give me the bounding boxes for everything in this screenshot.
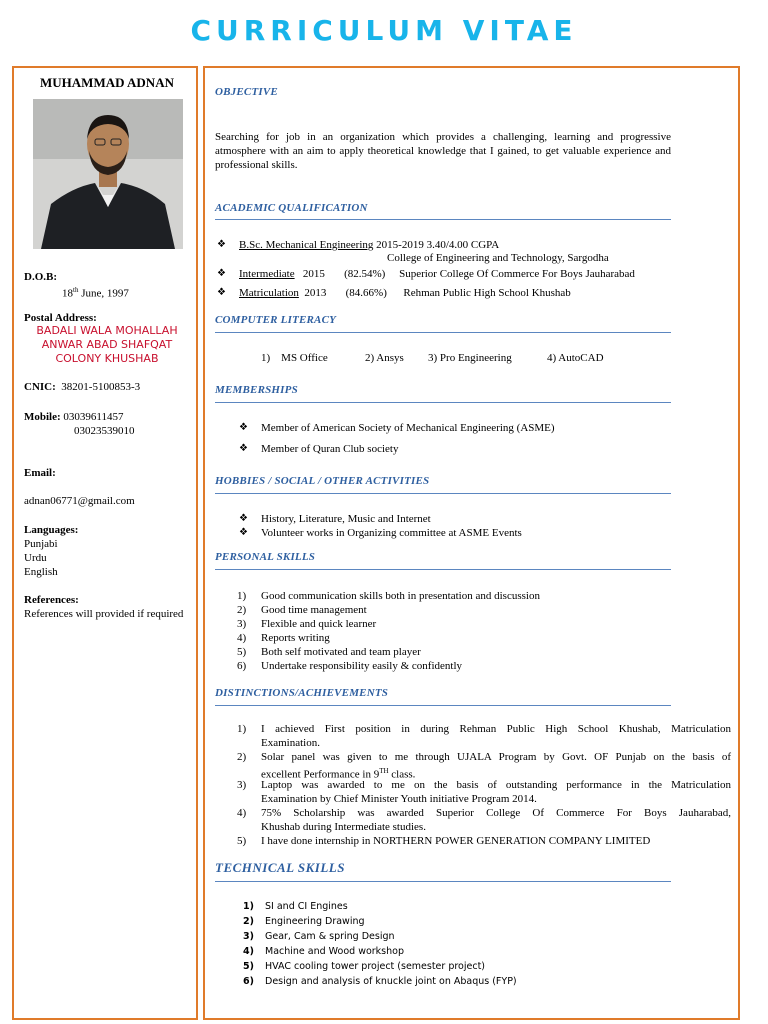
personal-skill-item: Good time management <box>261 604 367 616</box>
distinction-item-cont: excellent Performance in 9TH class. <box>261 767 416 781</box>
personal-info-panel <box>12 66 198 1020</box>
distinction-item-cont: Examination by Chief Minister Youth initiative Program 2014. <box>261 793 537 805</box>
academic-item: Intermediate 2015 (82.54%) Superior College Of Commerce For Boys Jauharabad <box>239 268 635 280</box>
list-number: 4) <box>237 632 247 644</box>
list-number: 1) <box>243 901 254 912</box>
section-rule <box>215 332 671 333</box>
distinction-item-cont: Examination. <box>261 737 320 749</box>
personal-skill-item: Both self motivated and team player <box>261 646 421 658</box>
section-rule <box>215 705 671 706</box>
section-rule <box>215 219 671 220</box>
postal-label: Postal Address: <box>24 312 97 324</box>
diamond-bullet-icon: ❖ <box>239 422 248 433</box>
computer-item: 3) Pro Engineering <box>428 352 512 364</box>
list-number: 6) <box>243 976 254 987</box>
hobbies-heading: HOBBIES / SOCIAL / OTHER ACTIVITIES <box>215 475 430 487</box>
diamond-bullet-icon: ❖ <box>217 239 226 250</box>
section-rule <box>215 493 671 494</box>
list-number: 1) <box>237 723 247 735</box>
list-number: 3) <box>243 931 254 942</box>
diamond-bullet-icon: ❖ <box>239 527 248 538</box>
language-item: Punjabi <box>24 538 58 550</box>
list-number: 5) <box>237 646 247 658</box>
personal-skill-item: Undertake responsibility easily & confidently <box>261 660 463 672</box>
list-number: 5) <box>237 835 247 847</box>
membership-item: Member of American Society of Mechanical Engineering (ASME) <box>261 422 555 434</box>
email-value: adnan06771@gmail.com <box>24 495 135 507</box>
section-rule <box>215 569 671 570</box>
computer-heading: COMPUTER LITERACY <box>215 314 337 326</box>
list-number: 3) <box>237 618 247 630</box>
mobile-row: Mobile: 03039611457 <box>24 411 124 423</box>
list-number: 4) <box>237 807 247 819</box>
objective-heading: OBJECTIVE <box>215 86 278 98</box>
technical-item: SI and CI Engines <box>265 901 348 912</box>
objective-text: Searching for job in an organization which provides a challenging, learning and progressive atmosphere with an aim to apply theoretical knowledge that I gained, to get valuable experience and professional skills. <box>215 131 671 171</box>
hobby-item: History, Literature, Music and Internet <box>261 513 431 525</box>
references-label: References: <box>24 594 79 606</box>
distinction-item-cont: Khushab during Intermediate studies. <box>261 821 426 833</box>
section-rule <box>215 881 671 882</box>
list-number: 3) <box>237 779 247 791</box>
technical-item: Design and analysis of knuckle joint on Abaqus (FYP) <box>265 976 517 987</box>
list-number: 2) <box>237 751 247 763</box>
distinction-item: Laptop was awarded to me on the basis of outstanding performance in the Matriculation <box>261 779 731 791</box>
postal-line: ANWAR ABAD SHAFQAT <box>41 338 173 351</box>
list-number: 2) <box>243 916 254 927</box>
personal-skill-item: Flexible and quick learner <box>261 618 377 630</box>
diamond-bullet-icon: ❖ <box>239 443 248 454</box>
page-title: CURRICULUM VITAE <box>190 14 578 47</box>
email-label: Email: <box>24 467 56 479</box>
candidate-name: MUHAMMAD ADNAN <box>40 75 174 90</box>
distinctions-heading: DISTINCTIONS/ACHIEVEMENTS <box>215 687 389 699</box>
distinction-item: I have done internship in NORTHERN POWER GENERATION COMPANY LIMITED <box>261 835 651 847</box>
profile-photo <box>33 99 183 249</box>
technical-item: HVAC cooling tower project (semester project) <box>265 961 486 972</box>
memberships-heading: MEMBERSHIPS <box>215 384 298 396</box>
main-content-panel <box>203 66 740 1020</box>
distinction-item: I achieved First position in during Rehman Public High School Khushab, Matriculation <box>261 723 731 735</box>
mobile-2: 03023539010 <box>74 425 135 437</box>
diamond-bullet-icon: ❖ <box>217 287 226 298</box>
languages-label: Languages: <box>24 524 79 536</box>
hobby-item: Volunteer works in Organizing committee at ASME Events <box>261 527 522 539</box>
computer-item: 1) MS Office <box>261 352 328 364</box>
list-number: 1) <box>237 590 247 602</box>
dob-value: 18th June, 1997 <box>62 286 129 300</box>
academic-item-line2: College of Engineering and Technology, Sargodha <box>387 252 609 264</box>
diamond-bullet-icon: ❖ <box>217 268 226 279</box>
language-item: Urdu <box>24 552 47 564</box>
postal-line: COLONY KHUSHAB <box>55 352 159 365</box>
language-item: English <box>24 566 58 578</box>
academic-heading: ACADEMIC QUALIFICATION <box>215 202 368 214</box>
distinction-item: 75% Scholarship was awarded Superior College Of Commerce For Boys Jauharabad, <box>261 807 731 819</box>
membership-item: Member of Quran Club society <box>261 443 399 455</box>
list-number: 6) <box>237 660 247 672</box>
distinction-item: Solar panel was given to me through UJALA Program by Govt. OF Punjab on the basis of <box>261 751 731 763</box>
technical-heading: TECHNICAL SKILLS <box>215 860 345 875</box>
section-rule <box>215 402 671 403</box>
cnic-row: CNIC: 38201-5100853-3 <box>24 381 141 393</box>
technical-item: Gear, Cam & spring Design <box>265 931 395 942</box>
personal-skill-item: Good communication skills both in presentation and discussion <box>261 590 540 602</box>
personal-skills-heading: PERSONAL SKILLS <box>215 551 316 563</box>
list-number: 2) <box>237 604 247 616</box>
list-number: 5) <box>243 961 254 972</box>
personal-skill-item: Reports writing <box>261 632 330 644</box>
list-number: 4) <box>243 946 254 957</box>
dob-label: D.O.B: <box>24 271 57 283</box>
references-text: References will provided if required <box>24 608 184 620</box>
computer-item: 4) AutoCAD <box>547 352 604 364</box>
postal-line: BADALI WALA MOHALLAH <box>36 324 178 337</box>
computer-item: 2) Ansys <box>365 352 404 364</box>
technical-item: Engineering Drawing <box>265 916 365 927</box>
diamond-bullet-icon: ❖ <box>239 513 248 524</box>
technical-item: Machine and Wood workshop <box>265 946 404 957</box>
academic-item: Matriculation 2013 (84.66%) Rehman Public High School Khushab <box>239 287 571 299</box>
academic-item: B.Sc. Mechanical Engineering 2015-2019 3.40/4.00 CGPA <box>239 239 500 251</box>
